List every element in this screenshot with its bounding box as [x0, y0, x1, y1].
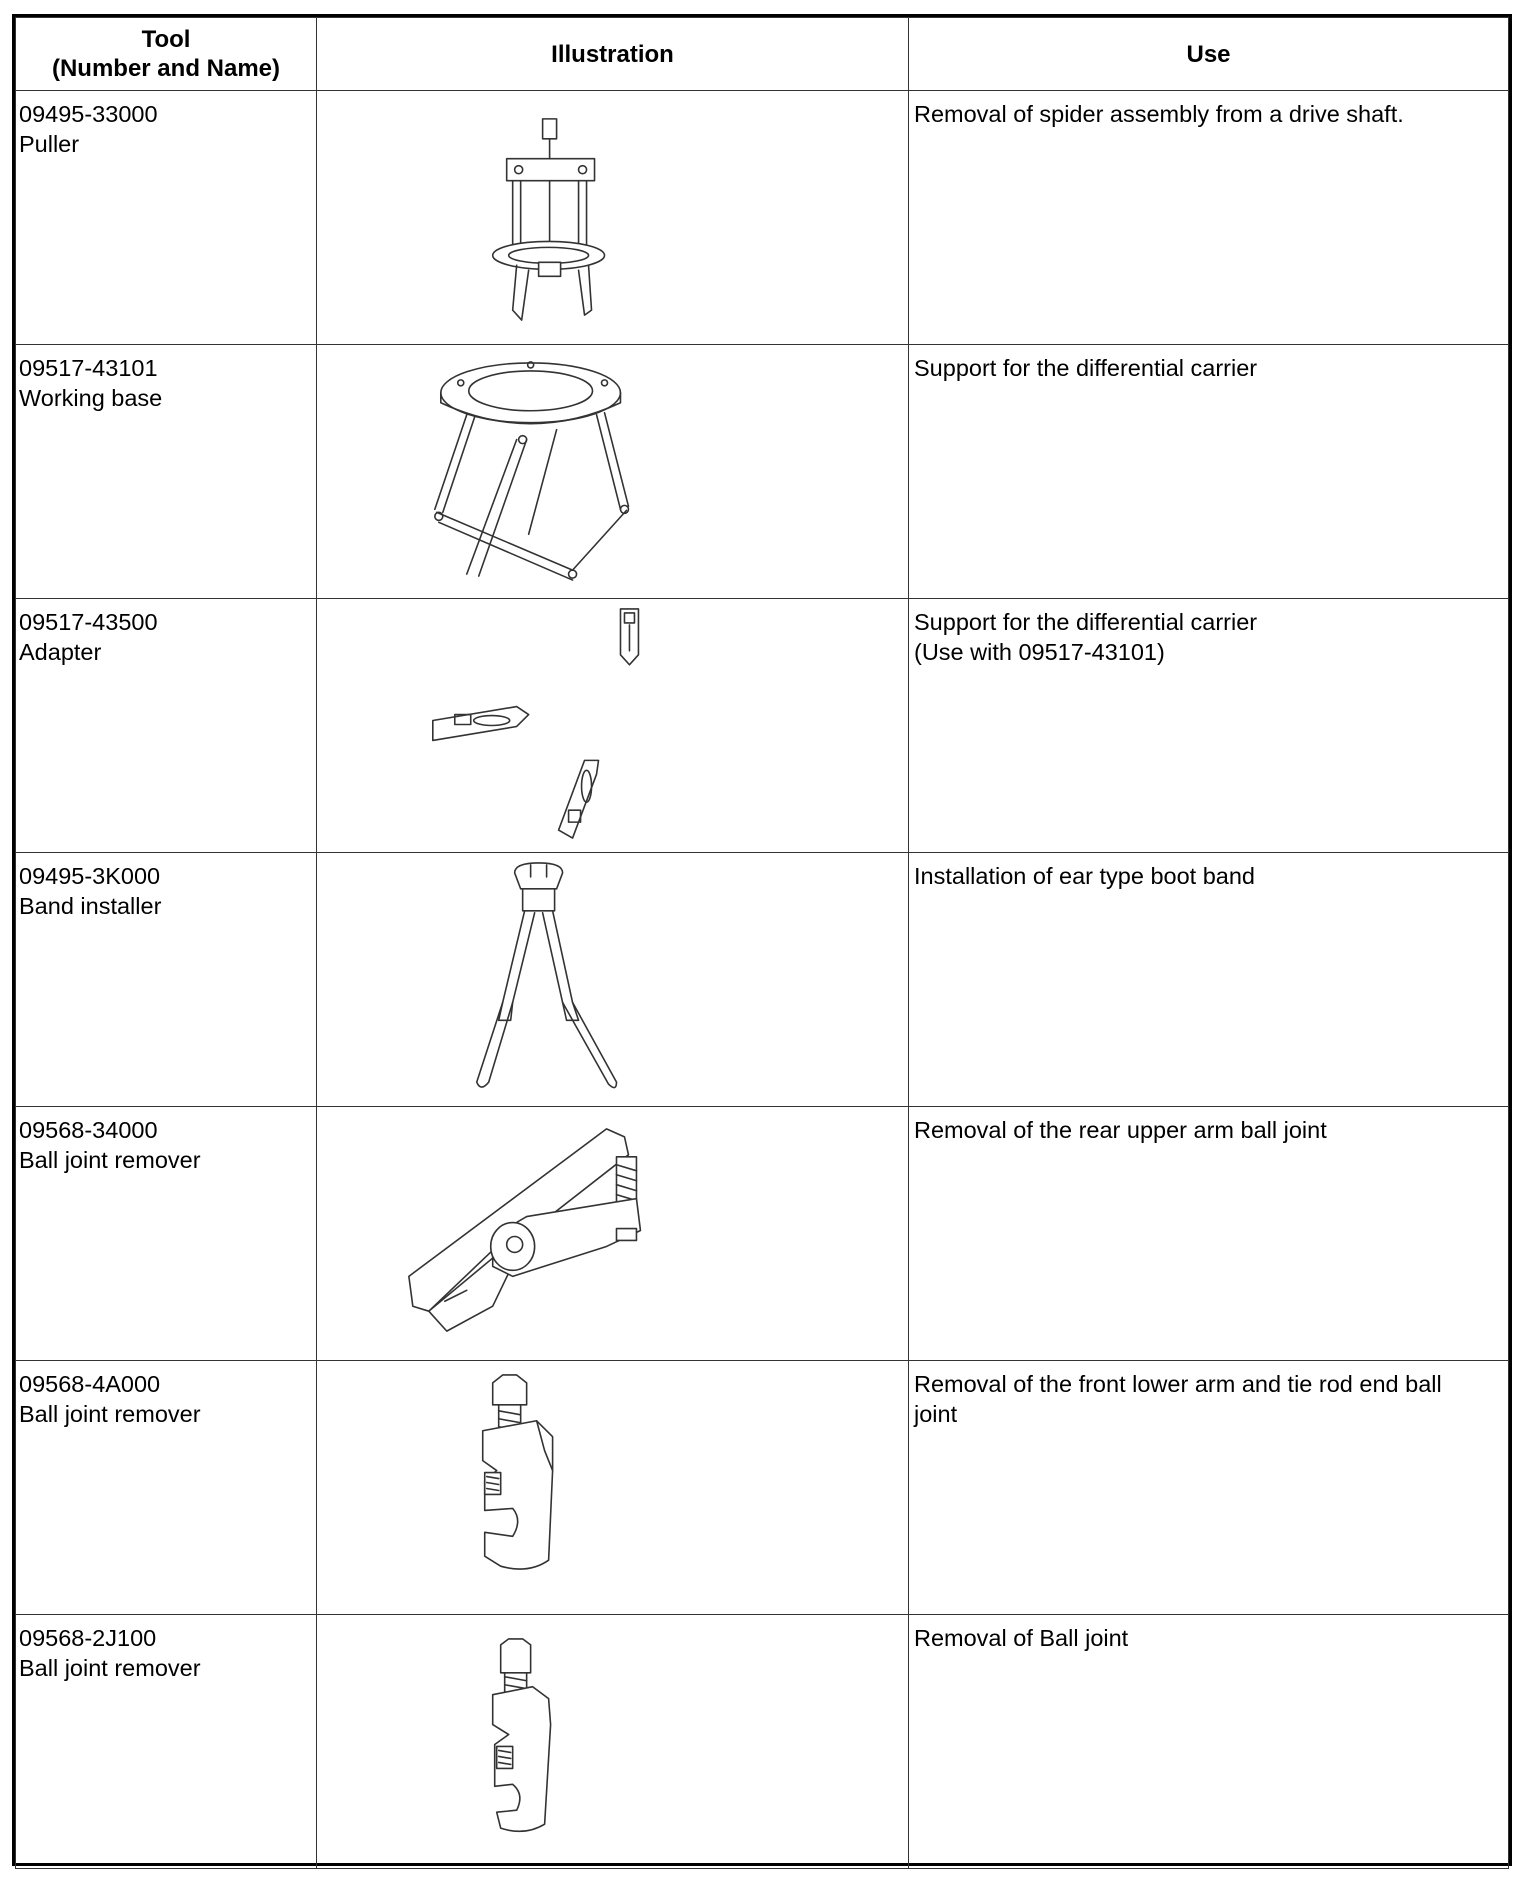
- ball-joint-remover-lever-icon: [317, 1107, 908, 1360]
- use-text: (Use with 09517-43101): [914, 639, 1165, 665]
- illustration-cell: [317, 345, 909, 599]
- use-cell: [909, 91, 1509, 345]
- tool-cell: [16, 1361, 317, 1615]
- tool-name: Ball joint remover: [19, 1401, 201, 1427]
- tool-name: Adapter: [19, 639, 102, 665]
- tool-name: Ball joint remover: [19, 1147, 201, 1173]
- header-illustration: Illustration: [317, 18, 909, 91]
- table-row: [16, 599, 1509, 853]
- tool-number: 09517-43500: [19, 609, 158, 635]
- adapter-icon: [317, 599, 908, 852]
- table-row: [16, 91, 1509, 345]
- tool-number: 09517-43101: [19, 355, 158, 381]
- use-text: Support for the differential carrier: [914, 355, 1258, 381]
- tool-name: Ball joint remover: [19, 1655, 201, 1681]
- header-tool: [16, 18, 317, 91]
- use-cell: [909, 1361, 1509, 1615]
- use-cell: [909, 1107, 1509, 1361]
- tool-cell: [16, 1615, 317, 1869]
- use-text: Support for the differential carrier: [914, 609, 1258, 635]
- use-cell: [909, 599, 1509, 853]
- special-tools-sheet: [12, 14, 1512, 1866]
- use-cell: [909, 345, 1509, 599]
- tool-number: 09495-33000: [19, 101, 158, 127]
- ball-joint-remover-clamp-icon: [317, 1361, 908, 1614]
- tool-cell: [16, 345, 317, 599]
- table-row: [16, 853, 1509, 1107]
- illustration-cell: [317, 1361, 909, 1615]
- special-tools-table: [15, 17, 1509, 1869]
- use-text: joint: [914, 1401, 958, 1427]
- tool-name: Puller: [19, 131, 80, 157]
- table-header-row: [16, 18, 1509, 91]
- working-base-icon: [317, 345, 908, 598]
- illustration-cell: [317, 853, 909, 1107]
- band-installer-icon: [317, 853, 908, 1106]
- use-cell: [909, 853, 1509, 1107]
- tool-cell: [16, 1107, 317, 1361]
- header-use: Use: [909, 18, 1509, 91]
- tool-cell: [16, 853, 317, 1107]
- use-text: Removal of Ball joint: [914, 1625, 1129, 1651]
- tool-cell: [16, 91, 317, 345]
- tool-name: Band installer: [19, 893, 162, 919]
- use-text: Removal of the rear upper arm ball joint: [914, 1117, 1327, 1143]
- header-tool-line2: (Number and Name): [51, 55, 281, 82]
- tool-number: 09495-3K000: [19, 863, 161, 889]
- illustration-cell: [317, 599, 909, 853]
- puller-icon: [317, 91, 908, 344]
- use-text: Removal of spider assembly from a drive shaft.: [914, 101, 1404, 127]
- ball-joint-remover-small-clamp-icon: [317, 1615, 908, 1868]
- table-row: [16, 1361, 1509, 1615]
- use-text: Removal of the front lower arm and tie rod end ball: [914, 1371, 1442, 1397]
- use-cell: [909, 1615, 1509, 1869]
- use-text: Installation of ear type boot band: [914, 863, 1255, 889]
- tool-name: Working base: [19, 385, 163, 411]
- header-tool-line1: Tool: [141, 26, 191, 53]
- tool-number: 09568-4A000: [19, 1371, 161, 1397]
- table-row: [16, 1107, 1509, 1361]
- illustration-cell: [317, 1615, 909, 1869]
- illustration-cell: [317, 91, 909, 345]
- table-row: [16, 1615, 1509, 1869]
- tool-number: 09568-2J100: [19, 1625, 157, 1651]
- table-row: [16, 345, 1509, 599]
- tool-number: 09568-34000: [19, 1117, 158, 1143]
- illustration-cell: [317, 1107, 909, 1361]
- tool-cell: [16, 599, 317, 853]
